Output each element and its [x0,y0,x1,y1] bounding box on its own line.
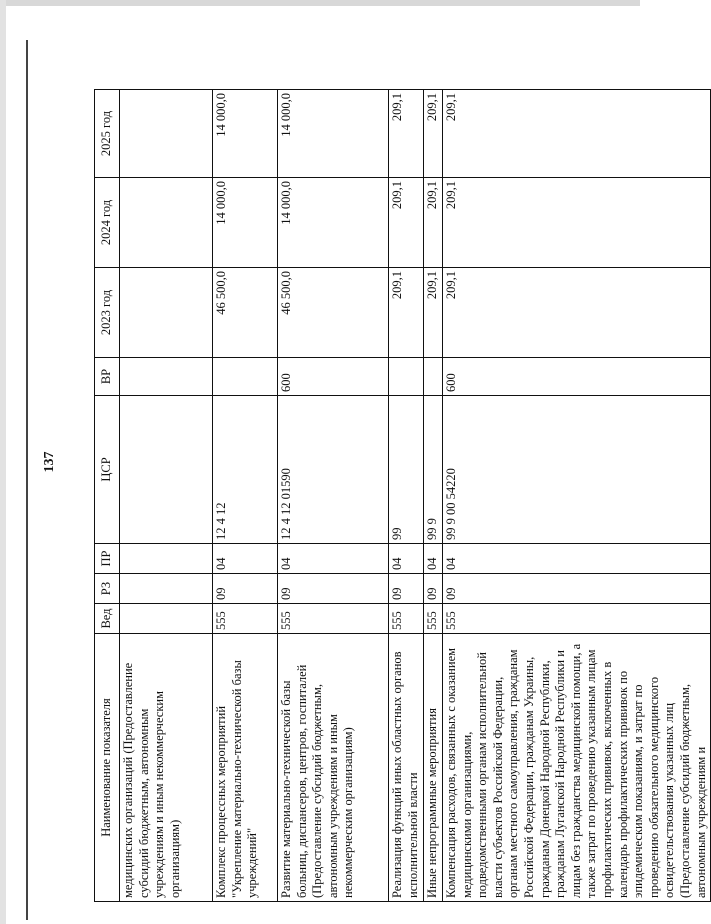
cell-2024 [120,178,213,268]
header-pr: ПР [95,544,120,574]
cell-pr: 04 [424,544,443,574]
cell-name: Компенсация расходов, связанных с оказанием медицинскими организациями, подведомственными органам исполнительной власти субъектов Российской Федерации, органам местного самоуправления, гражданам Российской Федерации, гражданам Украины, гражданам Донецкой Народной Республики, гражданам Луганской Народной Республики и лицам без гражданства медицинской помощи, а также затрат по проведению указанным лицам профилактических прививок, включенных в календарь профилактических прививок по эпидемическим показаниям, и затрат по проведению обязательного медицинского освидетельствования указанных лиц (Предоставление субсидий бюджетным, автономным учреждениям и [443,634,711,902]
cell-2023: 209,1 [424,268,443,358]
header-csr: ЦСР [95,396,120,544]
cell-vr [120,358,213,396]
scan-edge-top [0,0,640,6]
rotated-table-container [94,90,708,902]
cell-2024: 14 000,0 [213,178,278,268]
header-2025: 2025 год [95,90,120,178]
cell-csr: 99 9 00 54220 [443,396,711,544]
cell-name: Развитие материально-технической базы больниц, диспансеров, центров, госпиталей (Предоставление субсидий бюджетным, автономным учреждениям и иным некоммерческим организациям) [278,634,389,902]
table-row [389,90,424,902]
cell-pr [120,544,213,574]
header-ved: Вед [95,604,120,634]
cell-2025: 14 000,0 [213,90,278,178]
cell-name: Иные непрограммные мероприятия [424,634,443,902]
cell-pr: 04 [213,544,278,574]
cell-ved: 555 [424,604,443,634]
cell-vr: 600 [443,358,711,396]
cell-2024: 209,1 [443,178,711,268]
cell-name: Реализация функций иных областных органов исполнительной власти [389,634,424,902]
cell-2023: 209,1 [443,268,711,358]
cell-rz: 09 [424,574,443,604]
cell-name: Комплекс процессных мероприятий "Укрепление материально-технической базы учреждений" [213,634,278,902]
header-vr: ВР [95,358,120,396]
table-row [120,90,213,902]
cell-2023: 46 500,0 [278,268,389,358]
budget-table [94,89,711,902]
cell-csr [120,396,213,544]
table-row [424,90,443,902]
cell-rz: 09 [443,574,711,604]
cell-2023: 209,1 [389,268,424,358]
cell-2025: 14 000,0 [278,90,389,178]
cell-2025 [120,90,213,178]
cell-ved: 555 [389,604,424,634]
cell-2025: 209,1 [424,90,443,178]
cell-2023: 46 500,0 [213,268,278,358]
cell-rz [120,574,213,604]
cell-2025: 209,1 [389,90,424,178]
cell-rz: 09 [389,574,424,604]
cell-ved: 555 [278,604,389,634]
cell-csr: 99 [389,396,424,544]
cell-csr: 12 4 12 [213,396,278,544]
header-2023: 2023 год [95,268,120,358]
table-row [278,90,389,902]
cell-pr: 04 [278,544,389,574]
cell-vr [424,358,443,396]
cell-2023 [120,268,213,358]
header-name: Наименование показателя [95,634,120,902]
cell-vr [389,358,424,396]
cell-2025: 209,1 [443,90,711,178]
header-rz: РЗ [95,574,120,604]
table-row [443,90,711,902]
cell-name: медицинских организаций (Предоставление субсидий бюджетным, автономным учреждениям и иным некоммерческим организациям) [120,634,213,902]
table-header-row [95,90,120,902]
cell-vr: 600 [278,358,389,396]
cell-2024: 209,1 [389,178,424,268]
cell-ved: 555 [213,604,278,634]
cell-csr: 99 9 [424,396,443,544]
cell-ved [120,604,213,634]
cell-ved: 555 [443,604,711,634]
cell-rz: 09 [213,574,278,604]
header-2024: 2024 год [95,178,120,268]
cell-2024: 14 000,0 [278,178,389,268]
cell-rz: 09 [278,574,389,604]
binding-line [26,40,28,920]
cell-pr: 04 [443,544,711,574]
cell-vr [213,358,278,396]
cell-pr: 04 [389,544,424,574]
cell-csr: 12 4 12 01590 [278,396,389,544]
table-row [213,90,278,902]
scan-edge-left [0,0,6,924]
page-number: 137 [42,451,57,473]
cell-2024: 209,1 [424,178,443,268]
